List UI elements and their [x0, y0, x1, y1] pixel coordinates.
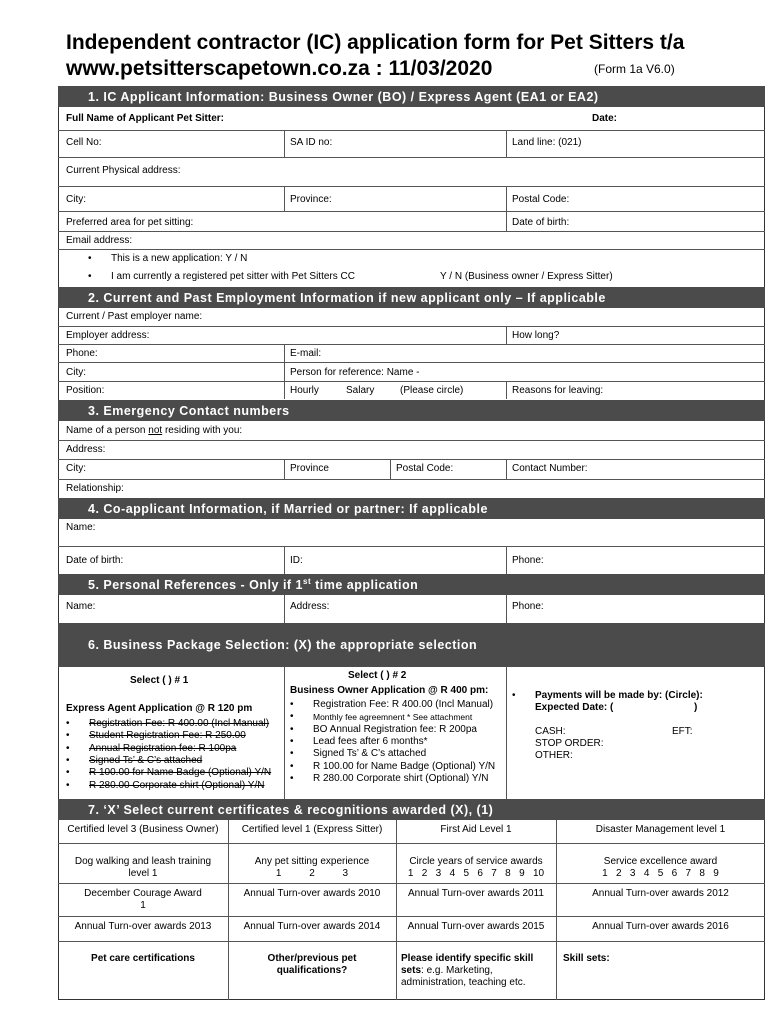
- expected-date-field[interactable]: Expected Date: (: [535, 702, 614, 713]
- divider: [58, 381, 765, 382]
- divider: [506, 595, 507, 623]
- line: Any pet sitting experience: [254, 856, 370, 867]
- section-1-header: [58, 86, 765, 107]
- emergency-postal-field[interactable]: Postal Code:: [396, 463, 454, 474]
- package-item: Monthly fee agreemnent * See attachment: [313, 712, 473, 723]
- divider: [506, 211, 507, 231]
- cert-level1[interactable]: Certified level 1 (Express Sitter): [241, 824, 383, 835]
- bullet: •: [66, 754, 70, 766]
- line: 1 2 3 4 5 6 7 8 9 10: [407, 868, 545, 879]
- relationship-field[interactable]: Relationship:: [66, 483, 124, 494]
- cert-level3[interactable]: Certified level 3 (Business Owner): [67, 824, 219, 835]
- emergency-name-field[interactable]: [66, 425, 242, 437]
- coapplicant-dob-field[interactable]: Date of birth:: [66, 555, 124, 566]
- divider: [284, 130, 285, 157]
- payment-stop-order-option[interactable]: STOP ORDER:: [535, 738, 604, 749]
- package-item: Signed Ts’ & C’s attached: [89, 754, 203, 766]
- line: Dog walking and leash training: [74, 856, 212, 867]
- award-2011[interactable]: Annual Turn-over awards 2011: [407, 888, 544, 899]
- how-long-field[interactable]: How long?: [512, 330, 560, 341]
- divider: [58, 249, 765, 250]
- bullet: •: [290, 760, 294, 772]
- new-application-field[interactable]: This is a new application: Y / N: [111, 253, 248, 264]
- emergency-contact-field[interactable]: Contact Number:: [512, 463, 588, 474]
- emergency-address-field[interactable]: Address:: [66, 444, 106, 455]
- divider: [58, 883, 765, 884]
- divider: [58, 546, 765, 547]
- divider: [58, 186, 765, 187]
- divider: [284, 595, 285, 623]
- section-3-title: 3. Emergency Contact numbers: [88, 403, 290, 418]
- divider: [506, 667, 507, 799]
- divider: [390, 459, 391, 479]
- reference-name-field[interactable]: Person for reference: Name -: [290, 367, 420, 378]
- divider: [58, 157, 765, 158]
- bullet: •: [290, 772, 294, 784]
- employer-city-field[interactable]: City:: [66, 367, 86, 378]
- line: December Courage Award: [84, 888, 202, 899]
- section-3-header: [58, 400, 765, 421]
- province-field[interactable]: Province:: [290, 194, 332, 205]
- line: qualifications?: [276, 965, 348, 976]
- divider: [284, 344, 285, 399]
- divider: [58, 843, 765, 844]
- section-2-title: 2. Current and Past Employment Information if new applicant only – If applicable: [88, 290, 606, 305]
- payment-other-option[interactable]: OTHER:: [535, 750, 573, 761]
- label-part: Name of a person: [66, 425, 149, 436]
- divider: [506, 381, 507, 399]
- award-2010[interactable]: Annual Turn-over awards 2010: [243, 888, 381, 899]
- title-part: time application: [311, 578, 419, 593]
- bullet: •: [66, 767, 70, 779]
- cell-no-field[interactable]: Cell No:: [66, 137, 102, 148]
- line-bold: sets: [401, 965, 422, 976]
- cert-service-excellence[interactable]: [556, 856, 765, 880]
- divider: [284, 186, 285, 211]
- form-title-line1: Independent contractor (IC) application form for Pet Sitters t/a: [66, 31, 685, 54]
- express-agent-title: Express Agent Application @ R 120 pm: [66, 703, 253, 714]
- divider: [396, 820, 397, 1000]
- payment-eft-option[interactable]: EFT:: [672, 726, 693, 737]
- bullet: •: [88, 271, 92, 282]
- sa-id-field[interactable]: SA ID no:: [290, 137, 333, 148]
- line: administration, teaching etc.: [401, 977, 526, 988]
- package-item: Annual Registration fee: R 100pa: [89, 742, 237, 754]
- position-field[interactable]: Position:: [66, 385, 105, 396]
- circle-note: (Please circle): [400, 385, 464, 396]
- divider: [506, 186, 507, 211]
- phone-field[interactable]: Phone:: [66, 348, 98, 359]
- line: Other/previous pet: [267, 953, 357, 964]
- coapplicant-name-field[interactable]: Name:: [66, 522, 96, 533]
- line: Service excellence award: [603, 856, 718, 867]
- divider: [58, 479, 765, 480]
- salary-option[interactable]: Salary: [346, 385, 375, 396]
- package-item: R 100.00 for Name Badge (Optional) Y/N: [313, 760, 496, 772]
- other-qualifications-field[interactable]: [228, 953, 396, 977]
- line: : e.g. Marketing,: [421, 965, 493, 976]
- divider: [284, 546, 285, 574]
- award-2012[interactable]: Annual Turn-over awards 2012: [592, 888, 729, 899]
- divider: [506, 546, 507, 574]
- section-5-title: [88, 577, 418, 592]
- divider: [58, 440, 765, 441]
- pet-care-certifications-field[interactable]: Pet care certifications: [91, 953, 195, 964]
- line: 1: [140, 900, 146, 911]
- divider: [284, 459, 285, 479]
- award-2015[interactable]: Annual Turn-over awards 2015: [407, 921, 545, 932]
- full-name-field[interactable]: Full Name of Applicant Pet Sitter:: [66, 113, 224, 124]
- registered-sitter-field[interactable]: I am currently a registered pet sitter with Pet Sitters CC: [111, 271, 355, 282]
- line: Please identify specific skill: [401, 953, 534, 964]
- reference-address-field[interactable]: Address:: [290, 601, 330, 612]
- select-package-2[interactable]: Select ( ) # 2: [348, 670, 407, 681]
- coapplicant-id-field[interactable]: ID:: [290, 555, 303, 566]
- divider: [58, 459, 765, 460]
- skill-sets-instructions: [401, 953, 533, 989]
- package-item: Registration Fee: R 400.00 (Incl Manual): [313, 699, 494, 710]
- reference-phone-field[interactable]: Phone:: [512, 601, 544, 612]
- cert-december-courage[interactable]: [58, 888, 228, 912]
- line: Circle years of service awards: [409, 856, 543, 867]
- landline-field[interactable]: Land line: (021): [512, 137, 582, 148]
- section-2-header: [58, 287, 765, 308]
- reasons-leaving-field[interactable]: Reasons for leaving:: [512, 385, 604, 396]
- divider: [506, 130, 507, 157]
- bullet: •: [66, 742, 70, 754]
- section-1-title: 1. IC Applicant Information: Business Owner (BO) / Express Agent (EA1 or EA2): [88, 89, 599, 104]
- divider: [506, 459, 507, 479]
- skill-sets-field[interactable]: Skill sets:: [563, 953, 610, 964]
- preferred-area-field[interactable]: Preferred area for pet sitting:: [66, 217, 194, 228]
- bullet: •: [66, 730, 70, 742]
- label-part: residing with you:: [162, 425, 243, 436]
- divider: [58, 326, 765, 327]
- employer-name-field[interactable]: Current / Past employer name:: [66, 311, 203, 322]
- postal-code-field[interactable]: Postal Code:: [512, 194, 570, 205]
- city-field[interactable]: City:: [66, 194, 86, 205]
- divider: [58, 211, 765, 212]
- package-item: R 100.00 for Name Badge (Optional) Y/N: [89, 767, 272, 779]
- section-4-title: 4. Co-applicant Information, if Married or partner: If applicable: [88, 501, 488, 516]
- section-5-header: [58, 574, 765, 595]
- label-emphasis: not: [148, 425, 163, 436]
- emergency-province-field[interactable]: Province: [290, 463, 329, 474]
- hourly-option[interactable]: Hourly: [290, 385, 319, 396]
- cert-pet-experience[interactable]: [228, 856, 396, 880]
- cert-first-aid[interactable]: First Aid Level 1: [440, 824, 512, 835]
- bullet: •: [66, 779, 70, 791]
- section-7-title: 7. ‘X’ Select current certificates & recognitions awarded (X), (1): [88, 802, 494, 817]
- bullet: •: [512, 690, 516, 701]
- divider: [58, 344, 765, 345]
- title-part: 5. Personal References - Only if 1: [88, 578, 303, 593]
- bullet: •: [66, 718, 70, 729]
- section-7-header: [58, 799, 765, 820]
- package-item: R 280.00 Corporate shirt (Optional) Y/N: [89, 779, 265, 791]
- divider: [556, 820, 557, 1000]
- package-item: R 280.00 Corporate shirt (Optional) Y/N: [313, 772, 489, 784]
- package-item: Student Registration Fee: R 250.00: [89, 730, 246, 742]
- award-2013[interactable]: Annual Turn-over awards 2013: [74, 921, 212, 932]
- section-4-header: [58, 498, 765, 519]
- package-item: Registration Fee: R 400.00 (Incl Manual): [89, 718, 270, 729]
- divider: [58, 362, 765, 363]
- physical-address-field[interactable]: Current Physical address:: [66, 165, 181, 176]
- bullet: •: [290, 723, 294, 735]
- cert-disaster-mgmt[interactable]: Disaster Management level 1: [595, 824, 726, 835]
- registered-yn[interactable]: Y / N (Business owner / Express Sitter): [440, 271, 613, 282]
- coapplicant-phone-field[interactable]: Phone:: [512, 555, 544, 566]
- divider: [58, 130, 765, 131]
- divider: [58, 231, 765, 232]
- package-item: Lead fees after 6 months*: [313, 735, 428, 747]
- emergency-city-field[interactable]: City:: [66, 463, 86, 474]
- employer-address-field[interactable]: Employer address:: [66, 330, 150, 341]
- bullet: •: [290, 748, 294, 760]
- award-2016[interactable]: Annual Turn-over awards 2016: [592, 921, 729, 932]
- form-title-line2: www.petsitterscapetown.co.za : 11/03/2020: [66, 57, 493, 80]
- divider: [284, 667, 285, 799]
- section-6-title: 6. Business Package Selection: (X) the appropriate selection: [88, 638, 478, 652]
- expected-date-close: ): [694, 702, 698, 713]
- cert-service-years[interactable]: [396, 856, 556, 880]
- payment-method-label: Payments will be made by: (Circle):: [535, 690, 703, 701]
- date-field[interactable]: Date:: [592, 113, 618, 124]
- form-number: (Form 1a V6.0): [594, 62, 675, 76]
- package-item: BO Annual Registration fee: R 200pa: [313, 723, 477, 735]
- bullet: •: [290, 735, 294, 747]
- line: level 1: [128, 868, 158, 879]
- select-package-1[interactable]: Select ( ) # 1: [130, 675, 189, 686]
- email-field[interactable]: Email address:: [66, 235, 133, 246]
- award-2014[interactable]: Annual Turn-over awards 2014: [243, 921, 381, 932]
- superscript: st: [303, 576, 312, 586]
- bullet: •: [290, 711, 294, 723]
- line: 1 2 3: [275, 868, 349, 879]
- dob-field[interactable]: Date of birth:: [512, 217, 570, 228]
- package-item: Signed Ts’ & C’s attached: [313, 748, 427, 760]
- business-owner-title: Business Owner Application @ R 400 pm:: [290, 685, 489, 696]
- section-6-header: [58, 623, 765, 667]
- divider: [506, 326, 507, 344]
- divider: [58, 941, 765, 942]
- bullet: •: [88, 253, 92, 264]
- cert-dog-walking[interactable]: [58, 856, 228, 880]
- line: 1 2 3 4 5 6 7 8 9: [602, 868, 719, 879]
- employer-email-field[interactable]: E-mail:: [290, 348, 322, 359]
- reference-name-field[interactable]: Name:: [66, 601, 96, 612]
- bullet: •: [290, 699, 294, 710]
- payment-cash-option[interactable]: CASH:: [535, 726, 566, 737]
- divider: [58, 916, 765, 917]
